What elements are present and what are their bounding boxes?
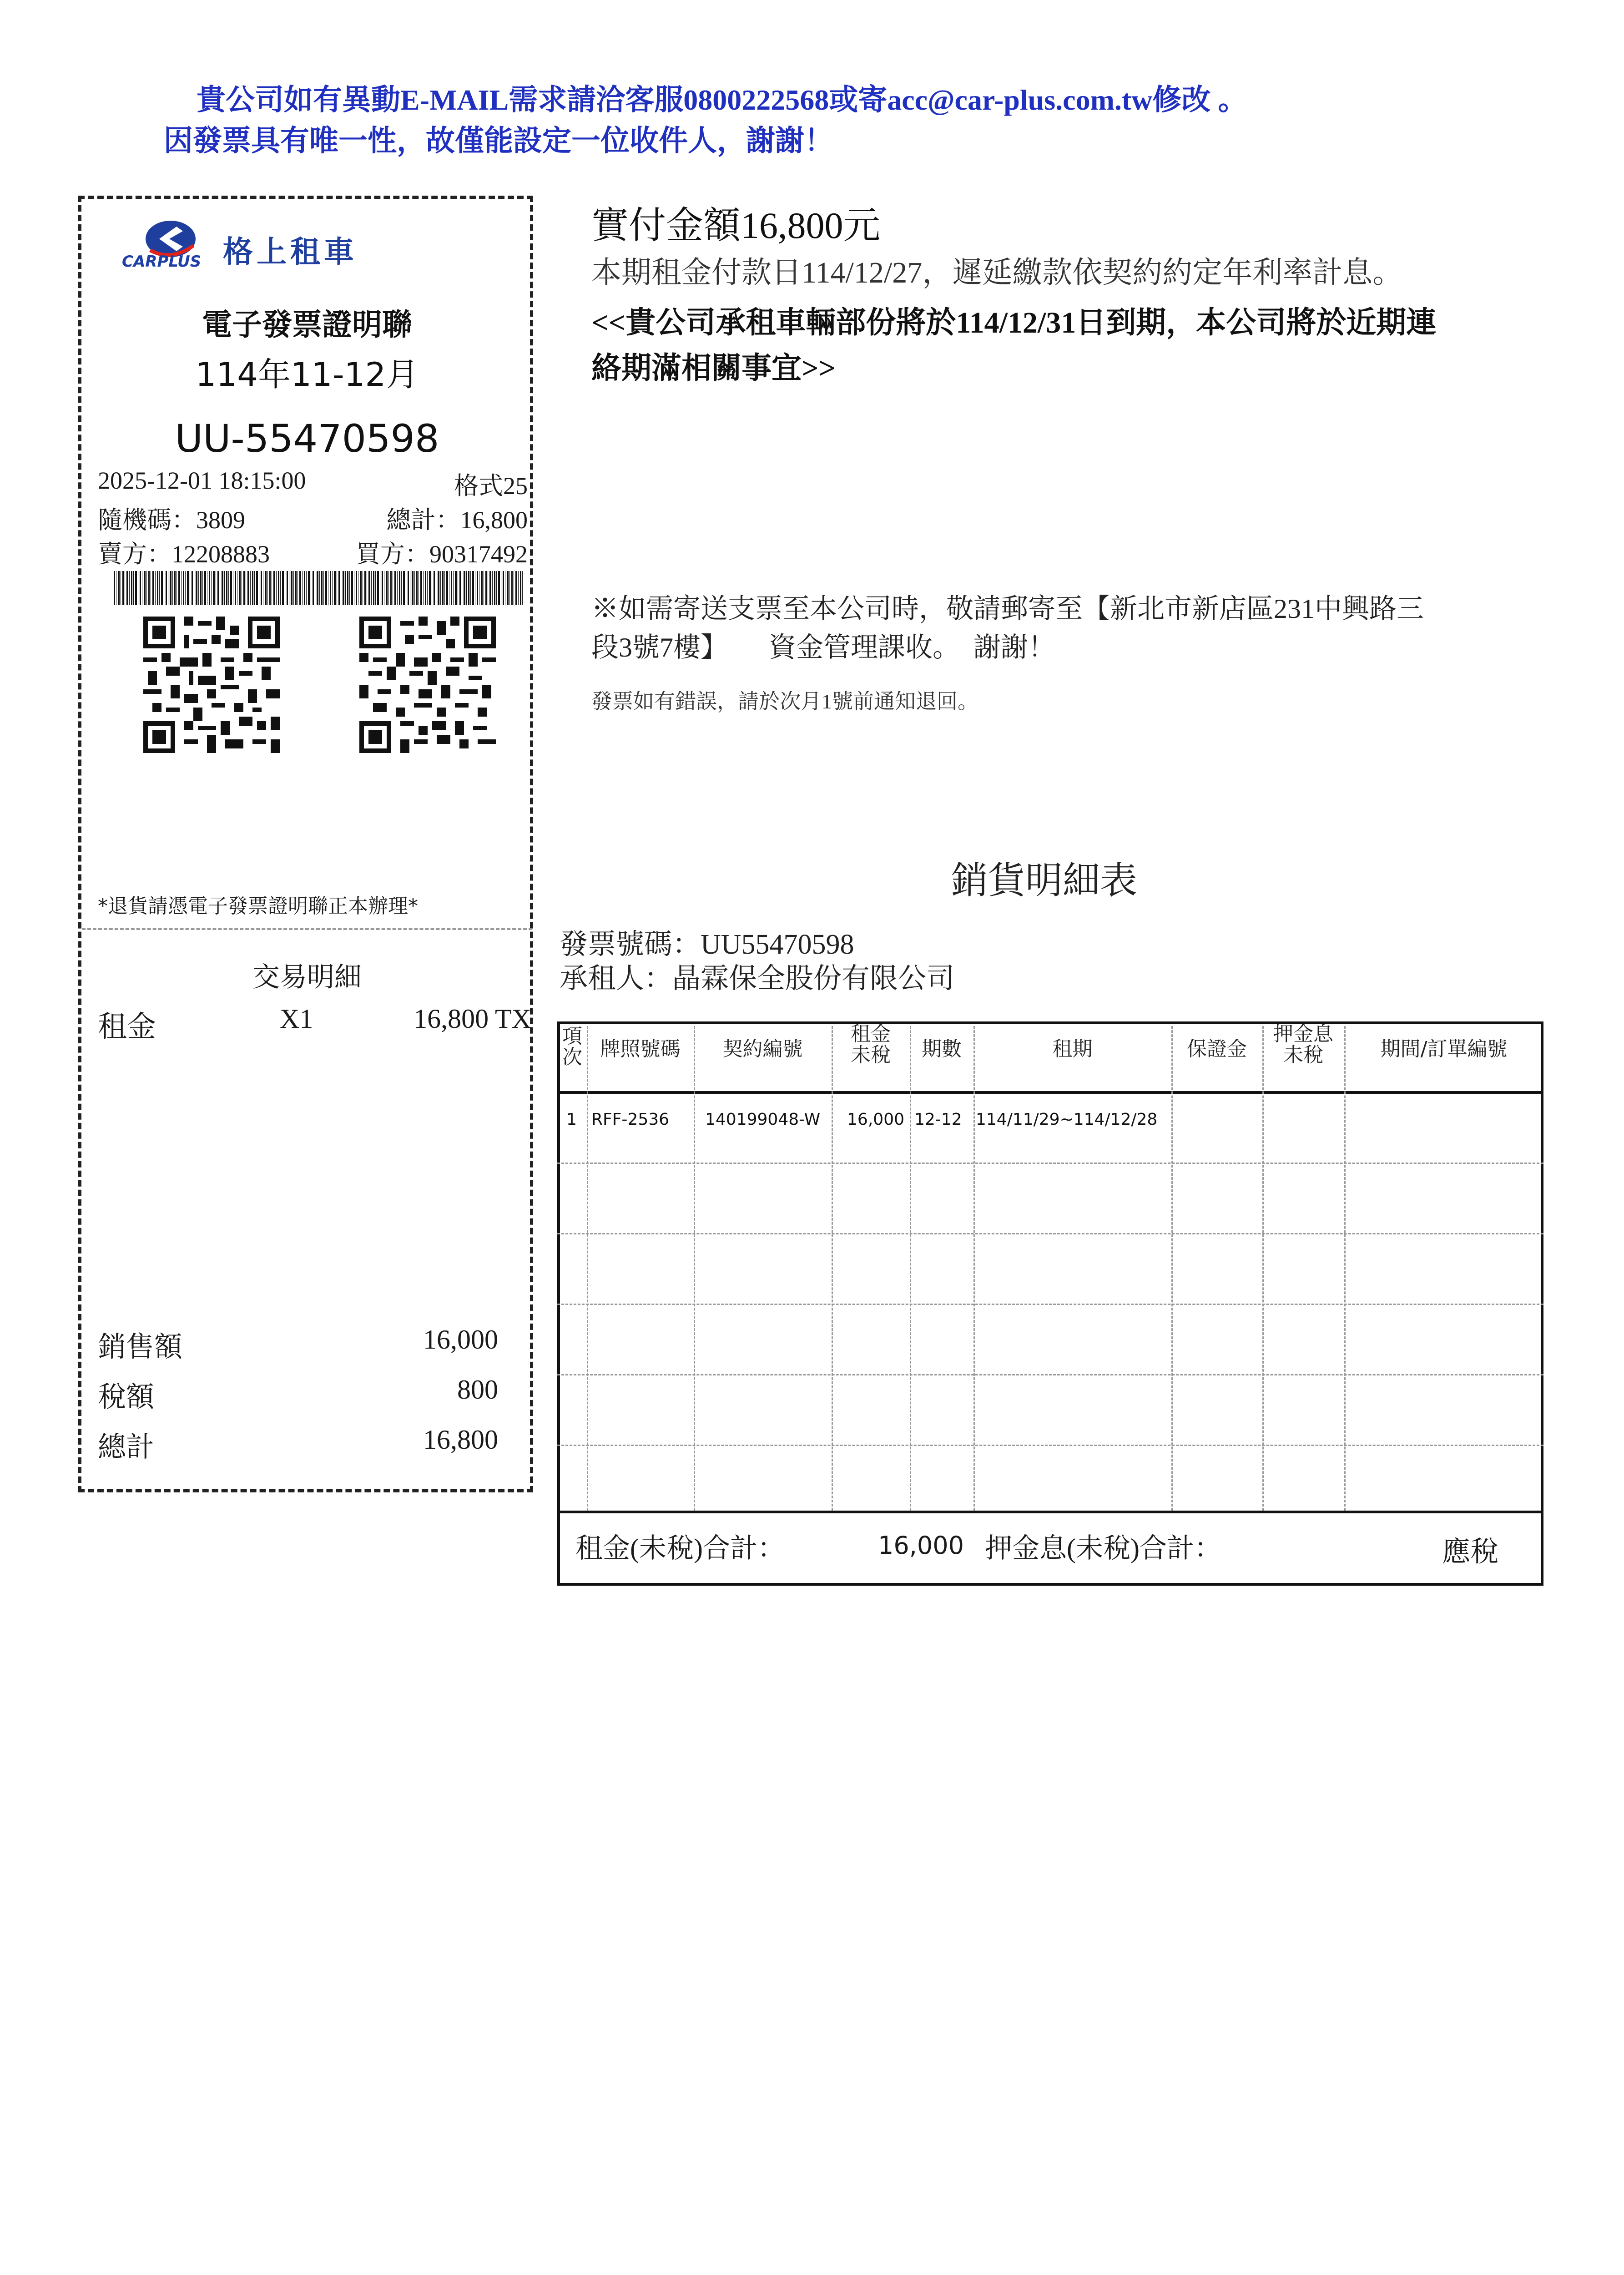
grand-total-value: 16,800 — [423, 1425, 498, 1455]
sales-invoice-number: 發票號碼：UU55470598 — [560, 929, 854, 960]
grand-total-label: 總計 — [98, 1432, 155, 1463]
lessee-name: 承租人：晶霖保全股份有限公司 — [560, 963, 955, 994]
interest-total-label: 押金息(未稅)合計： — [985, 1533, 1221, 1563]
row-seq: 1 — [566, 1110, 577, 1129]
item-name: 租金 — [98, 1011, 156, 1043]
row-contract: 140199048-W — [705, 1110, 821, 1129]
contract-expiry-notice-line2: 絡期滿相關事宜>> — [591, 352, 836, 385]
invoice-format: 格式25 — [454, 472, 528, 500]
transaction-detail-title: 交易明細 — [252, 962, 362, 992]
rent-total-label: 租金(未稅)合計： — [575, 1533, 785, 1563]
row-divider — [557, 1374, 1543, 1375]
header-interest: 押金息 未稅 — [1273, 1022, 1333, 1067]
column-divider — [1262, 1026, 1264, 1511]
header-plate: 牌照號碼 — [600, 1037, 681, 1061]
table-header-divider — [557, 1091, 1543, 1094]
return-note: *退貨請憑電子發票證明聯正本辦理* — [98, 895, 418, 918]
brand-mark-text: CARPLUS — [122, 253, 202, 271]
receipt-title: 電子發票證明聯 — [202, 307, 412, 342]
mailing-address-line2: 段3號7樓】 資金管理課收。 謝謝！ — [591, 632, 1055, 662]
row-plate: RFF-2536 — [591, 1110, 670, 1129]
row-rent: 16,000 — [847, 1110, 904, 1129]
column-divider — [587, 1026, 588, 1511]
row-divider — [557, 1163, 1543, 1164]
item-quantity: X1 — [280, 1004, 313, 1034]
row-divider — [557, 1233, 1543, 1234]
tax-type-label: 應稅 — [1442, 1537, 1499, 1567]
header-contract: 契約編號 — [722, 1037, 803, 1061]
column-divider — [973, 1026, 975, 1511]
single-recipient-notice: 因發票具有唯一性，故僅能設定一位收件人，謝謝！ — [164, 125, 833, 157]
sales-amount-label: 銷售額 — [98, 1332, 183, 1363]
column-divider — [1344, 1026, 1346, 1511]
email-change-notice: 貴公司如有異動E-MAIL需求請洽客服0800222568或寄acc@car-plus.com.tw修改 。 — [197, 84, 1247, 116]
column-divider — [832, 1026, 833, 1511]
header-deposit: 保證金 — [1187, 1037, 1247, 1061]
barcode-icon — [114, 571, 523, 605]
payment-due-note: 本期租金付款日114/12/27，遲延繳款依契約約定年利率計息。 — [591, 256, 1403, 289]
header-order: 期間/訂單編號 — [1380, 1037, 1508, 1061]
qr-code-icon — [143, 617, 280, 753]
item-amount: 16,800 TX — [414, 1004, 531, 1034]
sales-amount-value: 16,000 — [423, 1325, 498, 1355]
row-divider — [557, 1304, 1543, 1305]
column-divider — [910, 1026, 911, 1511]
header-rent: 租金 未稅 — [851, 1022, 891, 1067]
column-divider — [1171, 1026, 1173, 1511]
rent-total-value: 16,000 — [878, 1531, 964, 1560]
qr-code-icon — [359, 617, 496, 753]
contract-expiry-notice-line1: <<貴公司承租車輛部份將於114/12/31日到期，本公司將於近期連 — [591, 306, 1437, 339]
seller-id: 賣方：12208883 — [98, 541, 270, 568]
mailing-address-line1: ※如需寄送支票至本公司時，敬請郵寄至【新北市新店區231中興路三 — [591, 594, 1424, 624]
row-period: 114/11/29~114/12/28 — [976, 1110, 1158, 1129]
invoice-error-note: 發票如有錯誤，請於次月1號前通知退回。 — [591, 690, 978, 713]
header-period: 租期 — [1052, 1037, 1093, 1061]
paid-amount: 實付金額16,800元 — [591, 205, 881, 246]
header-term: 期數 — [922, 1037, 962, 1061]
invoice-number: UU-55470598 — [175, 416, 439, 461]
tax-amount-label: 稅額 — [98, 1382, 155, 1413]
tax-amount-value: 800 — [457, 1375, 498, 1405]
buyer-id: 買方：90317492 — [356, 541, 528, 568]
brand-name: 格上租車 — [223, 234, 358, 269]
table-footer-divider — [557, 1511, 1543, 1513]
sales-detail-title: 銷貨明細表 — [951, 860, 1138, 901]
header-seq: 項 次 — [562, 1025, 582, 1069]
invoice-datetime: 2025-12-01 18:15:00 — [98, 467, 306, 494]
row-divider — [557, 1445, 1543, 1446]
invoice-period: 114年11-12月 — [195, 355, 419, 394]
random-code: 隨機碼：3809 — [98, 506, 245, 534]
receipt-divider — [82, 928, 532, 930]
column-divider — [694, 1026, 695, 1511]
row-term: 12-12 — [914, 1110, 962, 1129]
receipt-total: 總計：16,800 — [386, 506, 528, 534]
